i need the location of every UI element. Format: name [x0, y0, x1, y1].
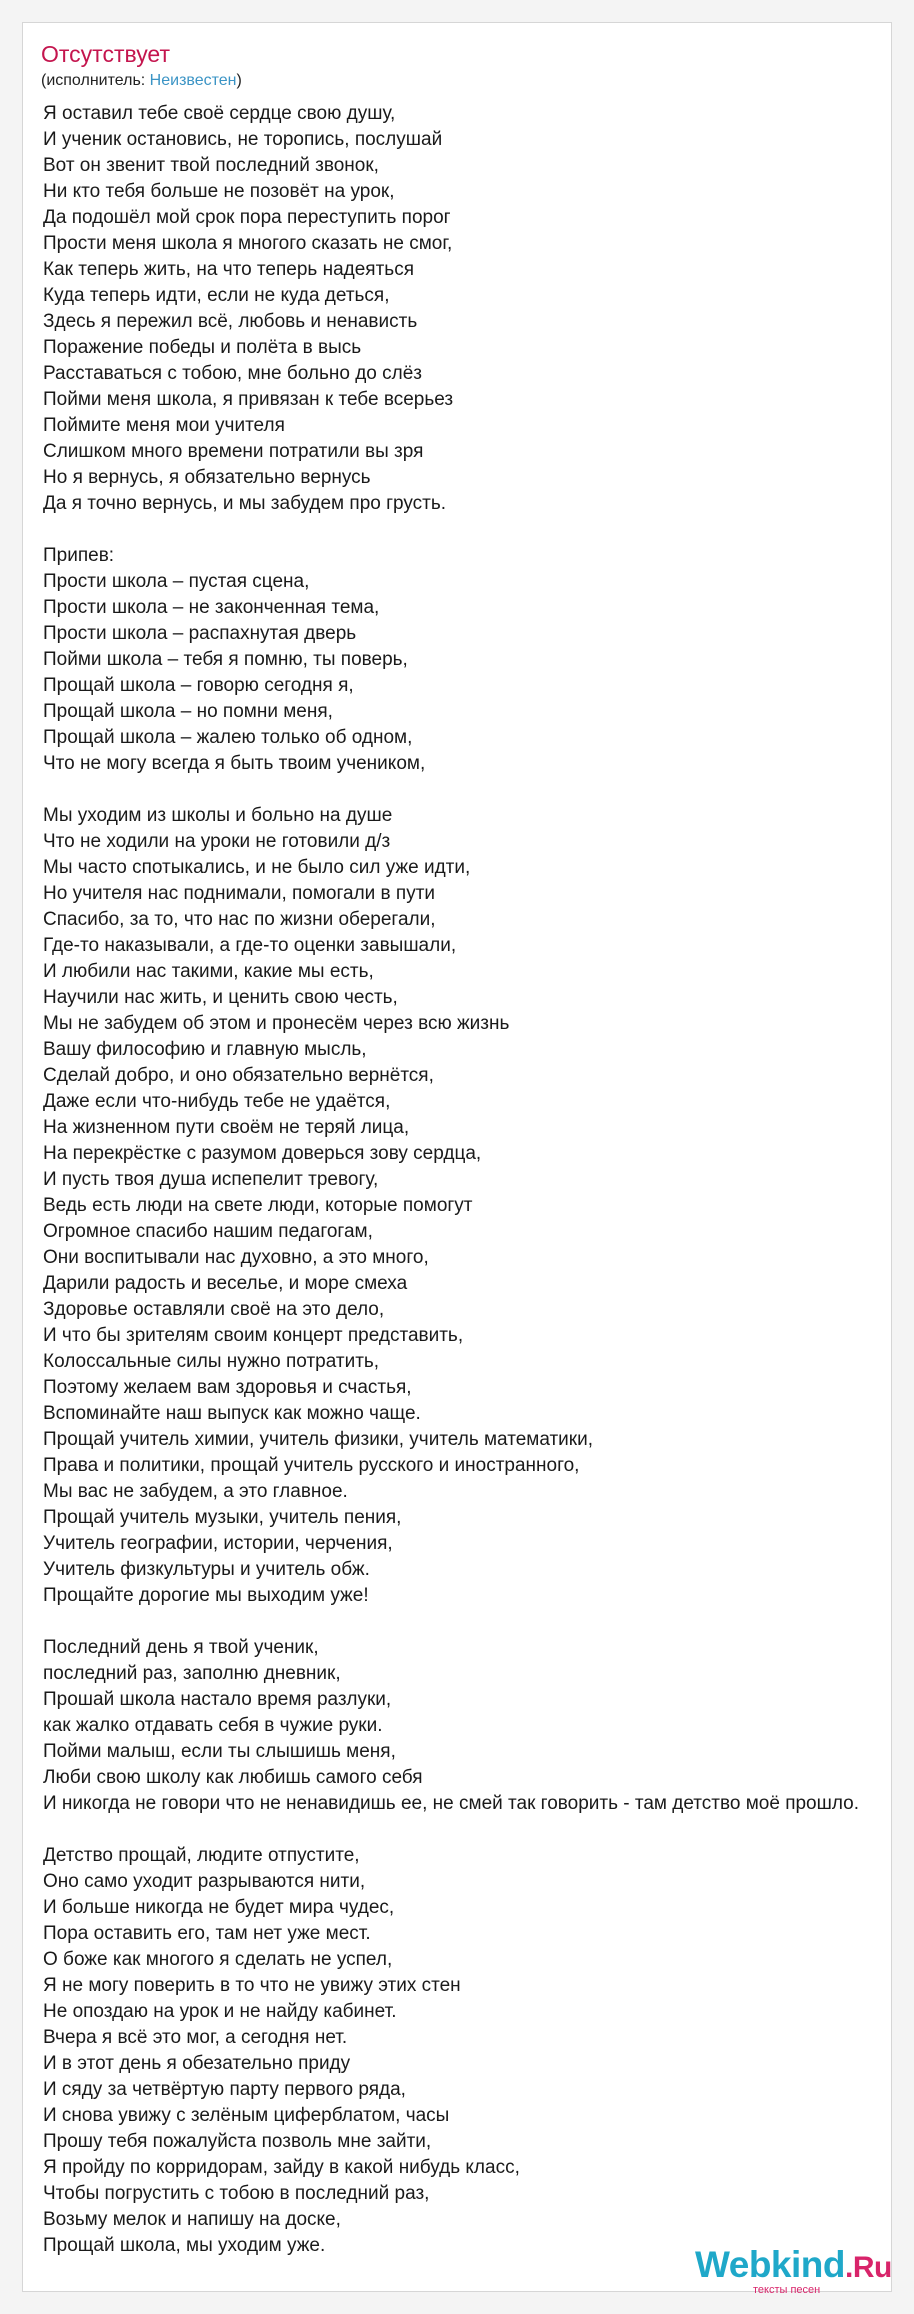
- lyric-line: Куда теперь идти, если не куда деться,: [43, 285, 390, 306]
- lyric-line: Расставаться с тобою, мне больно до слёз: [43, 363, 423, 384]
- webkind-logo: [695, 2245, 895, 2295]
- lyric-line: Но я вернусь, я обязательно вернусь: [43, 467, 371, 488]
- webkind-logo-text: [695, 2245, 892, 2288]
- lyric-line: Прошай школа настало время разлуки,: [43, 1689, 392, 1710]
- lyric-line: Прошу тебя пожалуйста позволь мне зайти,: [43, 2131, 432, 2152]
- lyric-line: Люби свою школу как любишь самого себя: [43, 1767, 423, 1788]
- lyric-line: Даже если что-нибудь тебе не удаётся,: [43, 1091, 391, 1112]
- lyric-line: И больше никогда не будет мира чудес,: [43, 1897, 395, 1918]
- lyric-line: Что не могу всегда я быть твоим учеником,: [43, 753, 426, 774]
- lyric-line: Сделай добро, и оно обязательно вернётся,: [43, 1065, 434, 1086]
- lyric-line: Они воспитывали нас духовно, а это много,: [43, 1247, 429, 1268]
- lyric-line: Как теперь жить, на что теперь надеяться: [43, 259, 414, 280]
- lyric-line: Прости школа – распахнутая дверь: [43, 623, 357, 644]
- lyric-line: Припев:: [43, 545, 115, 566]
- lyric-line: Слишком много времени потратили вы зря: [43, 441, 424, 462]
- lyric-line: Пойми меня школа, я привязан к тебе всерьез: [43, 389, 454, 410]
- lyric-line: Поймите меня мои учителя: [43, 415, 285, 436]
- webkind-logo-brand: Webkind: [695, 2244, 845, 2285]
- lyric-line: Колоссальные силы нужно потратить,: [43, 1351, 380, 1372]
- artist-link[interactable]: Неизвестен: [149, 72, 237, 89]
- lyric-line: Вашу философию и главную мысль,: [43, 1039, 367, 1060]
- lyric-line: Мы вас не забудем, а это главное.: [43, 1481, 348, 1502]
- lyric-line: Поэтому желаем вам здоровья и счастья,: [43, 1377, 412, 1398]
- lyric-line: Последний день я твой ученик,: [43, 1637, 319, 1658]
- lyric-line: Пора оставить его, там нет уже мест.: [43, 1923, 371, 1944]
- lyric-line: как жалко отдавать себя в чужие руки.: [43, 1715, 383, 1736]
- lyric-line: И что бы зрителям своим концерт представить,: [43, 1325, 464, 1346]
- lyric-line: И сяду за четвёртую парту первого ряда,: [43, 2079, 406, 2100]
- lyric-blank-line: [43, 1609, 914, 1635]
- lyric-line: На перекрёстке с разумом доверься зову сердца,: [43, 1143, 482, 1164]
- lyric-blank-line: [43, 1817, 914, 1843]
- lyric-line: И ученик остановись, не торопись, послушай: [43, 129, 443, 150]
- lyric-line: Мы часто спотыкались, и не было сил уже идти,: [43, 857, 471, 878]
- lyric-line: Прощай учитель химии, учитель физики, учитель математики,: [43, 1429, 593, 1450]
- lyric-line: Прости меня школа я многого сказать не смог,: [43, 233, 453, 254]
- lyric-line: Где-то наказывали, а где-то оценки завышали,: [43, 935, 457, 956]
- lyric-line: Прощай школа, мы уходим уже.: [43, 2235, 326, 2256]
- lyric-line: Прощай школа – жалею только об одном,: [43, 727, 413, 748]
- lyric-line: Прости школа – пустая сцена,: [43, 571, 310, 592]
- lyric-line: Но учителя нас поднимали, помогали в пути: [43, 883, 436, 904]
- lyric-line: Учитель географии, истории, черчения,: [43, 1533, 393, 1554]
- lyric-line: Огромное спасибо нашим педагогам,: [43, 1221, 373, 1242]
- lyric-line: Чтобы погрустить с тобою в последний раз,: [43, 2183, 430, 2204]
- lyric-line: Я не могу поверить в то что не увижу этих стен: [43, 1975, 461, 1996]
- lyric-line: последний раз, заполню дневник,: [43, 1663, 341, 1684]
- lyric-line: Детство прощай, людите отпустите,: [43, 1845, 360, 1866]
- artist-line: [41, 71, 242, 91]
- lyric-line: Да подошёл мой срок пора переступить порог: [43, 207, 451, 228]
- lyric-line: Права и политики, прощай учитель русского и иностранного,: [43, 1455, 580, 1476]
- lyric-line: Здесь я пережил всё, любовь и ненависть: [43, 311, 418, 332]
- lyric-line: Мы уходим из школы и больно на душе: [43, 805, 393, 826]
- lyric-line: Прости школа – не законченная тема,: [43, 597, 380, 618]
- lyric-line: И пусть твоя душа испепелит тревогу,: [43, 1169, 379, 1190]
- lyric-line: Не опоздаю на урок и не найду кабинет.: [43, 2001, 397, 2022]
- lyric-line: О боже как многого я сделать не успел,: [43, 1949, 393, 1970]
- lyric-blank-line: [43, 777, 914, 803]
- lyric-line: Вчера я всё это мог, а сегодня нет.: [43, 2027, 348, 2048]
- lyric-line: Дарили радость и веселье, и море смеха: [43, 1273, 408, 1294]
- lyric-line: И снова увижу с зелёным циферблатом, часы: [43, 2105, 450, 2126]
- lyric-line: На жизненном пути своём не теряй лица,: [43, 1117, 410, 1138]
- lyric-line: Я оставил тебе своё сердце свою душу,: [43, 103, 396, 124]
- lyric-line: Здоровье оставляли своё на это дело,: [43, 1299, 385, 1320]
- lyric-line: Учитель физкультуры и учитель обж.: [43, 1559, 370, 1580]
- lyric-line: И в этот день я обезательно приду: [43, 2053, 351, 2074]
- lyric-line: Вспоминайте наш выпуск как можно чаще.: [43, 1403, 421, 1424]
- lyric-line: Оно само уходит разрываются нити,: [43, 1871, 366, 1892]
- lyric-line: Спасибо, за то, что нас по жизни оберегали,: [43, 909, 436, 930]
- lyric-line: Возьму мелок и напишу на доске,: [43, 2209, 341, 2230]
- lyric-line: Вот он звенит твой последний звонок,: [43, 155, 379, 176]
- webkind-logo-tld: .Ru: [845, 2251, 892, 2284]
- lyric-line: Прощайте дорогие мы выходим уже!: [43, 1585, 369, 1606]
- lyric-line: Ни кто тебя больше не позовёт на урок,: [43, 181, 395, 202]
- lyric-line: Пойми малыш, если ты слышишь меня,: [43, 1741, 396, 1762]
- lyric-line: И никогда не говори что не ненавидишь ее, не смей так говорить - там детство моё прошло.: [43, 1793, 859, 1814]
- webkind-logo-subtitle: тексты песен: [753, 2284, 821, 2296]
- lyric-line: Я пройду по корридорам, зайду в какой нибудь класс,: [43, 2157, 520, 2178]
- song-title: Отсутствует: [41, 41, 170, 67]
- artist-prefix: (исполнитель:: [41, 72, 150, 89]
- lyric-line: Прощай учитель музыки, учитель пения,: [43, 1507, 402, 1528]
- lyric-line: Поражение победы и полёта в высь: [43, 337, 362, 358]
- lyric-line: Прощай школа – но помни меня,: [43, 701, 333, 722]
- lyric-line: И любили нас такими, какие мы есть,: [43, 961, 374, 982]
- lyric-line: Что не ходили на уроки не готовили д/з: [43, 831, 391, 852]
- lyric-line: Пойми школа – тебя я помню, ты поверь,: [43, 649, 408, 670]
- artist-suffix: ): [236, 72, 242, 89]
- lyric-blank-line: [43, 517, 914, 543]
- lyric-line: Да я точно вернусь, и мы забудем про грусть.: [43, 493, 447, 514]
- lyric-line: Прощай школа – говорю сегодня я,: [43, 675, 354, 696]
- lyric-line: Научили нас жить, и ценить свою честь,: [43, 987, 398, 1008]
- lyric-line: Мы не забудем об этом и пронесём через всю жизнь: [43, 1013, 510, 1034]
- lyrics-text: [43, 101, 914, 2259]
- lyric-line: Ведь есть люди на свете люди, которые помогут: [43, 1195, 473, 1216]
